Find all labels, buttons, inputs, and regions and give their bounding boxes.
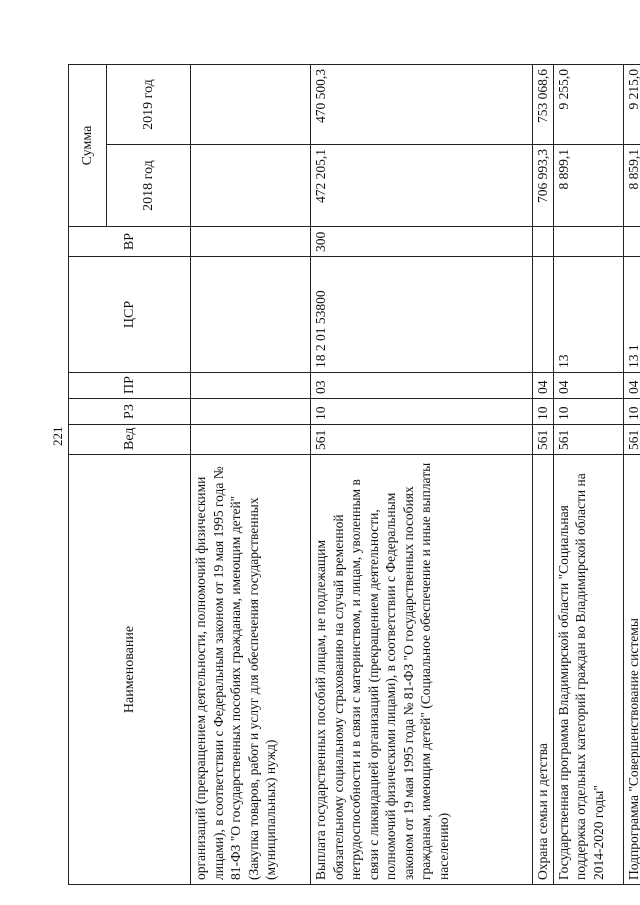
cell-sum-2019 [191,65,311,145]
cell-csr [533,257,554,373]
cell-vr [191,227,311,257]
cell-sum-2018: 8 859,1 [623,145,640,227]
budget-table [68,64,640,885]
cell-name: Государственная программа Владимирской области "Социальная поддержка отдельных категорий граждан во Владимирской области на 2014-2020 годы" [553,455,623,885]
table-row [553,65,623,885]
table-row [191,65,311,885]
cell-rz: 10 [623,399,640,425]
cell-rz [191,399,311,425]
cell-vr [623,227,640,257]
header-year-2019: 2019 год [107,65,191,145]
cell-sum-2018 [191,145,311,227]
cell-rz: 10 [553,399,623,425]
cell-ved: 561 [553,425,623,455]
header-year-2018: 2018 год [107,145,191,227]
cell-sum-2018: 8 899,1 [553,145,623,227]
header-sum: Сумма [69,65,107,227]
cell-name: организаций (прекращением деятельности, полномочий физическими лицами), в соответствии с Федеральным законом от 19 мая 1995 года № 81-ФЗ "О государственных пособиях гражданам, имеющим детей" (Закупка товаров, работ и услуг для обеспечения государственных (муниципальных) нужд) [191,455,311,885]
header-vr: ВР [69,227,191,257]
header-name: Наименование [69,455,191,885]
cell-vr [553,227,623,257]
cell-csr [191,257,311,373]
cell-csr: 13 [553,257,623,373]
header-pr: ПР [69,373,191,399]
header-row [69,65,107,885]
cell-pr: 04 [553,373,623,399]
cell-pr: 04 [623,373,640,399]
cell-ved [191,425,311,455]
cell-sum-2018: 472 205,1 [311,145,533,227]
cell-ved: 561 [533,425,554,455]
cell-pr: 04 [533,373,554,399]
cell-name: Выплата государственных пособий лицам, не подлежащим обязательному социальному страхованию на случай временной нетрудоспособности и в связи с материнством, и лицам, уволенным в связи с ликвидацией организаций (прекращением деятельности, полномочий физическими лицами), в соответствии с Федеральным законом от 19 мая 1995 года № 81-ФЗ "О государственных пособиях гражданам, имеющим детей" (Социальное обеспечение и иные выплаты населению) [311,455,533,885]
page-number: 221 [50,426,65,446]
cell-pr: 03 [311,373,533,399]
cell-sum-2019: 753 068,6 [533,65,554,145]
cell-sum-2019: 9 215,0 [623,65,640,145]
cell-rz: 10 [311,399,533,425]
cell-sum-2019: 9 255,0 [553,65,623,145]
cell-name: Охрана семьи и детства [533,455,554,885]
cell-name: Подпрограмма "Совершенствование системы [623,455,640,885]
cell-vr: 300 [311,227,533,257]
cell-csr: 18 2 01 53800 [311,257,533,373]
cell-sum-2018: 706 993,3 [533,145,554,227]
cell-rz: 10 [533,399,554,425]
cell-ved: 561 [623,425,640,455]
header-rz: РЗ [69,399,191,425]
cell-pr [191,373,311,399]
table-row [623,65,640,885]
cell-csr: 13 1 [623,257,640,373]
table-row [311,65,533,885]
header-ved: Вед [69,425,191,455]
budget-table-page [68,65,640,885]
cell-vr [533,227,554,257]
table-row [533,65,554,885]
header-csr: ЦСР [69,257,191,373]
cell-ved: 561 [311,425,533,455]
cell-sum-2019: 470 500,3 [311,65,533,145]
